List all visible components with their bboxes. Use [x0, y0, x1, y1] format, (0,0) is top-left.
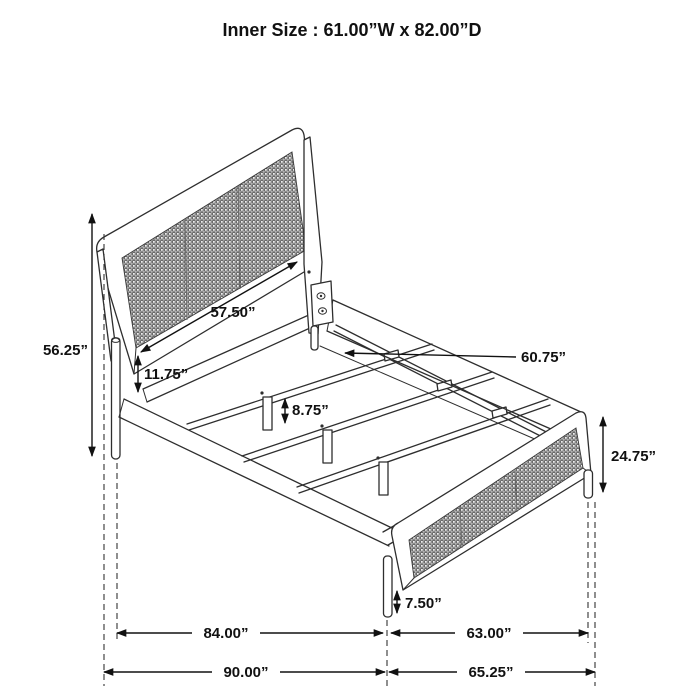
dim-label-slat-leg-height: 8.75”: [292, 402, 329, 419]
slat-leg: [323, 430, 332, 463]
footboard-left-leg: [384, 556, 393, 617]
dim-label-overall-depth: 90.00”: [223, 664, 269, 681]
diagram-title: Inner Size : 61.00”W x 82.00”D: [222, 20, 482, 40]
footboard: [392, 412, 591, 590]
rail-bracket: [311, 281, 333, 326]
dim-frame-inner-depth: [117, 623, 383, 642]
dim-label-footboard-frame-width: 63.00”: [466, 625, 512, 642]
dim-side-rail-inner-length: [345, 349, 566, 366]
dim-label-side-rail-inner-length: 60.75”: [521, 349, 567, 366]
dim-label-headboard-panel-width: 57.50”: [210, 304, 256, 321]
dim-label-headboard-rail-gap: 11.75”: [144, 366, 189, 383]
dim-label-frame-inner-depth: 84.00”: [203, 625, 249, 642]
dim-headboard-height: [43, 214, 92, 456]
headboard: [97, 128, 319, 374]
dim-label-footboard-clearance: 7.50”: [405, 595, 442, 612]
left-side-rail: [119, 399, 394, 546]
dim-footboard-clearance: [397, 591, 442, 613]
dim-overall-depth: [104, 662, 385, 681]
slat-leg: [263, 397, 272, 430]
slat-leg: [379, 462, 388, 495]
dim-label-overall-width: 65.25”: [468, 664, 514, 681]
dim-label-headboard-height: 56.25”: [42, 342, 88, 359]
dim-label-footboard-height: 24.75”: [611, 448, 657, 465]
dim-footboard-height: [603, 417, 656, 492]
dim-overall-width: [389, 662, 595, 681]
headboard-right-post: [304, 137, 333, 350]
footboard-right-leg: [584, 470, 593, 498]
dim-footboard-frame-width: [391, 623, 588, 642]
dim-slat-leg-height: [285, 399, 329, 423]
